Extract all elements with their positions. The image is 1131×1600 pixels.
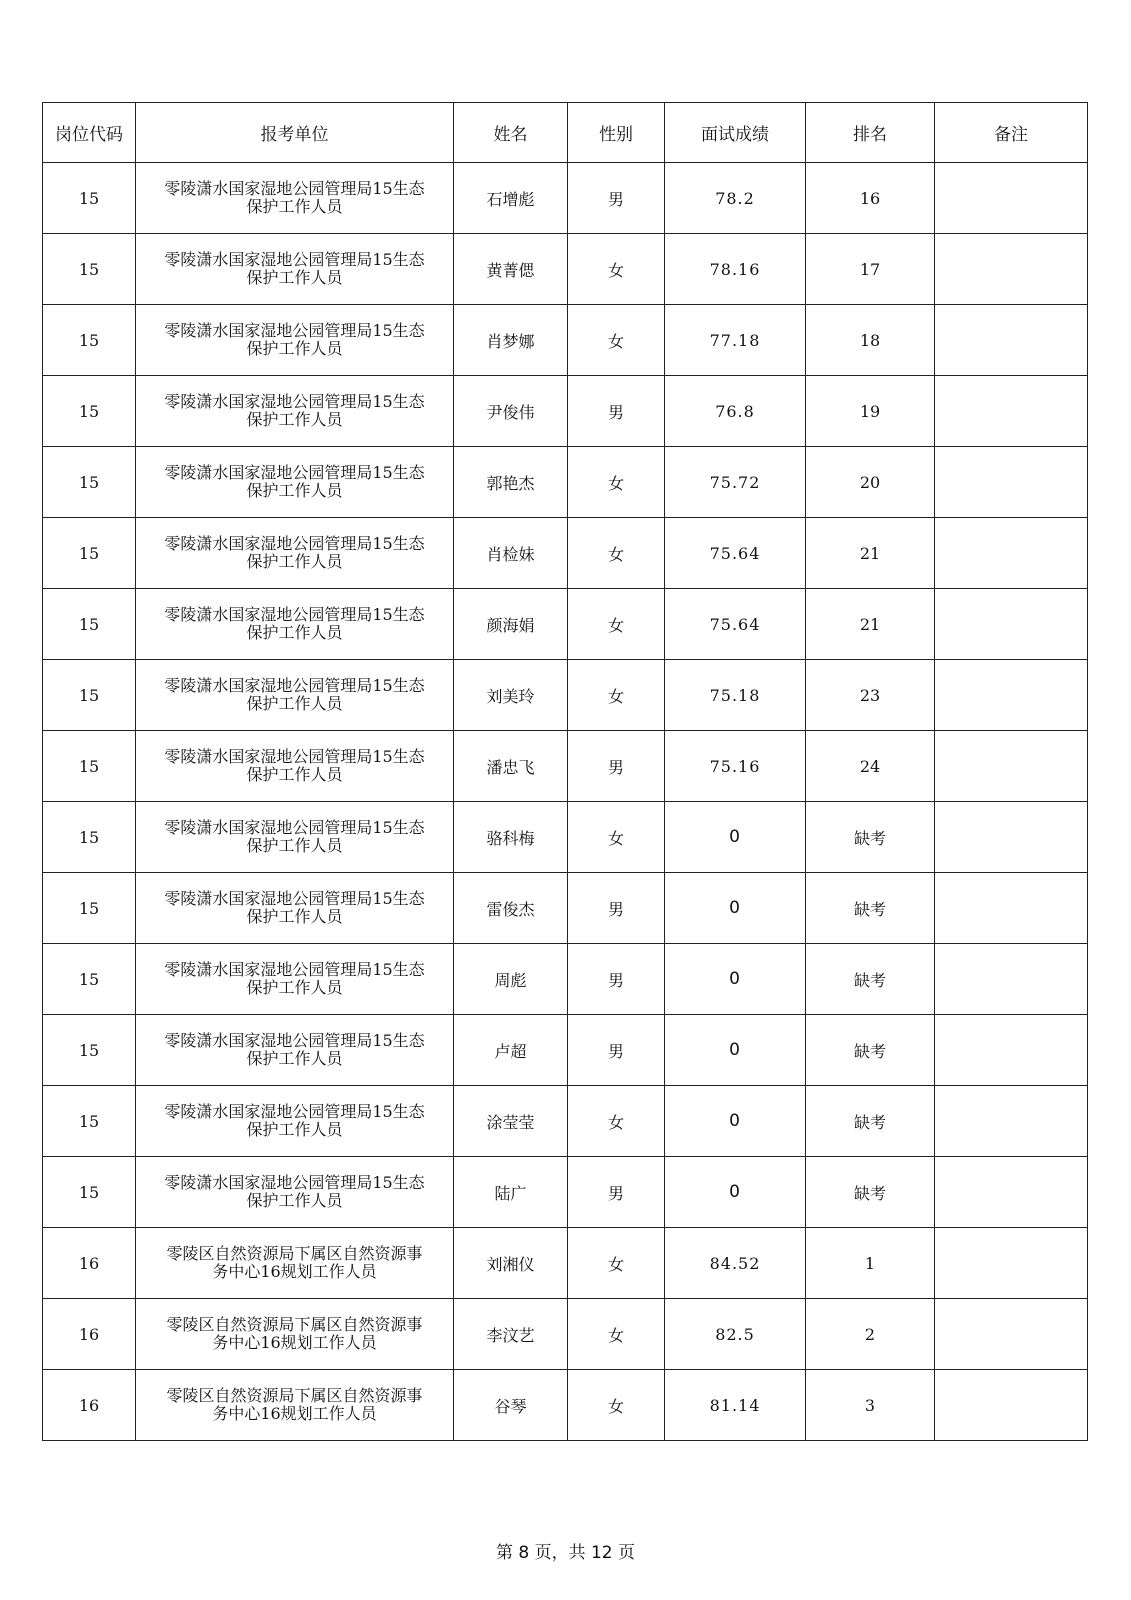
cell-gender: 女 xyxy=(568,1370,665,1441)
cell-rank: 16 xyxy=(806,163,935,234)
cell-position-code: 16 xyxy=(43,1228,136,1299)
cell-rank: 缺考 xyxy=(806,1015,935,1086)
cell-name: 雷俊杰 xyxy=(454,873,568,944)
table-row xyxy=(43,305,1088,376)
cell-remarks xyxy=(935,1228,1088,1299)
cell-unit xyxy=(136,518,454,589)
cell-interview-score: 75.18 xyxy=(665,660,806,731)
unit-line-2: 保护工作人员 xyxy=(246,1049,343,1068)
cell-rank: 缺考 xyxy=(806,802,935,873)
cell-position-code: 15 xyxy=(43,1015,136,1086)
cell-name: 周彪 xyxy=(454,944,568,1015)
cell-name: 刘湘仪 xyxy=(454,1228,568,1299)
cell-interview-score: 78.16 xyxy=(665,234,806,305)
cell-unit xyxy=(136,1228,454,1299)
cell-rank: 24 xyxy=(806,731,935,802)
cell-gender: 男 xyxy=(568,376,665,447)
cell-name: 卢超 xyxy=(454,1015,568,1086)
cell-gender: 男 xyxy=(568,944,665,1015)
cell-gender: 男 xyxy=(568,1157,665,1228)
header-unit: 报考单位 xyxy=(136,103,454,163)
cell-remarks xyxy=(935,1015,1088,1086)
unit-line-1: 零陵潇水国家湿地公园管理局15生态 xyxy=(164,1173,425,1192)
cell-remarks xyxy=(935,234,1088,305)
cell-gender: 女 xyxy=(568,518,665,589)
cell-gender: 女 xyxy=(568,1086,665,1157)
cell-rank: 2 xyxy=(806,1299,935,1370)
header-position-code: 岗位代码 xyxy=(43,103,136,163)
unit-line-1: 零陵潇水国家湿地公园管理局15生态 xyxy=(164,1031,425,1050)
cell-interview-score: 84.52 xyxy=(665,1228,806,1299)
cell-remarks xyxy=(935,1299,1088,1370)
cell-gender: 女 xyxy=(568,1228,665,1299)
cell-position-code: 15 xyxy=(43,447,136,518)
cell-position-code: 15 xyxy=(43,234,136,305)
unit-line-2: 保护工作人员 xyxy=(246,836,343,855)
header-rank: 排名 xyxy=(806,103,935,163)
unit-line-1: 零陵潇水国家湿地公园管理局15生态 xyxy=(164,179,425,198)
cell-unit xyxy=(136,305,454,376)
cell-remarks xyxy=(935,660,1088,731)
unit-line-1: 零陵潇水国家湿地公园管理局15生态 xyxy=(164,747,425,766)
table-row xyxy=(43,1015,1088,1086)
cell-interview-score: 0 xyxy=(665,873,806,944)
cell-rank: 21 xyxy=(806,518,935,589)
cell-name: 刘美玲 xyxy=(454,660,568,731)
cell-position-code: 16 xyxy=(43,1370,136,1441)
cell-remarks xyxy=(935,518,1088,589)
unit-line-2: 保护工作人员 xyxy=(246,1120,343,1139)
cell-interview-score: 0 xyxy=(665,1086,806,1157)
unit-line-2: 务中心16规划工作人员 xyxy=(212,1262,377,1281)
unit-line-1: 零陵潇水国家湿地公园管理局15生态 xyxy=(164,534,425,553)
unit-line-1: 零陵潇水国家湿地公园管理局15生态 xyxy=(164,250,425,269)
cell-position-code: 15 xyxy=(43,163,136,234)
cell-unit xyxy=(136,731,454,802)
cell-remarks xyxy=(935,376,1088,447)
cell-unit xyxy=(136,802,454,873)
header-gender: 性别 xyxy=(568,103,665,163)
table-row xyxy=(43,873,1088,944)
cell-name: 李汶艺 xyxy=(454,1299,568,1370)
unit-line-2: 保护工作人员 xyxy=(246,907,343,926)
unit-line-1: 零陵区自然资源局下属区自然资源事 xyxy=(166,1244,423,1263)
table-row xyxy=(43,1299,1088,1370)
unit-line-1: 零陵潇水国家湿地公园管理局15生态 xyxy=(164,889,425,908)
cell-name: 颜海娟 xyxy=(454,589,568,660)
unit-line-2: 保护工作人员 xyxy=(246,339,343,358)
unit-line-1: 零陵潇水国家湿地公园管理局15生态 xyxy=(164,463,425,482)
table-body xyxy=(43,163,1088,1441)
cell-remarks xyxy=(935,944,1088,1015)
cell-unit xyxy=(136,1299,454,1370)
cell-gender: 女 xyxy=(568,802,665,873)
cell-remarks xyxy=(935,305,1088,376)
table-row xyxy=(43,589,1088,660)
cell-rank: 19 xyxy=(806,376,935,447)
table-header-row xyxy=(43,103,1088,163)
cell-gender: 女 xyxy=(568,589,665,660)
table-row xyxy=(43,731,1088,802)
cell-name: 骆科梅 xyxy=(454,802,568,873)
cell-interview-score: 75.64 xyxy=(665,589,806,660)
cell-gender: 女 xyxy=(568,234,665,305)
cell-interview-score: 0 xyxy=(665,944,806,1015)
cell-gender: 女 xyxy=(568,660,665,731)
cell-unit xyxy=(136,944,454,1015)
cell-interview-score: 81.14 xyxy=(665,1370,806,1441)
cell-name: 肖梦娜 xyxy=(454,305,568,376)
header-remarks: 备注 xyxy=(935,103,1088,163)
cell-interview-score: 82.5 xyxy=(665,1299,806,1370)
cell-position-code: 15 xyxy=(43,802,136,873)
cell-position-code: 15 xyxy=(43,376,136,447)
cell-gender: 女 xyxy=(568,305,665,376)
cell-unit xyxy=(136,1015,454,1086)
cell-position-code: 15 xyxy=(43,731,136,802)
cell-position-code: 15 xyxy=(43,873,136,944)
cell-remarks xyxy=(935,802,1088,873)
header-interview-score: 面试成绩 xyxy=(665,103,806,163)
unit-line-1: 零陵区自然资源局下属区自然资源事 xyxy=(166,1386,423,1405)
cell-interview-score: 75.64 xyxy=(665,518,806,589)
cell-gender: 男 xyxy=(568,731,665,802)
cell-position-code: 15 xyxy=(43,660,136,731)
cell-position-code: 16 xyxy=(43,1299,136,1370)
cell-unit xyxy=(136,1157,454,1228)
cell-position-code: 15 xyxy=(43,1086,136,1157)
cell-name: 黄菁偲 xyxy=(454,234,568,305)
unit-line-2: 保护工作人员 xyxy=(246,410,343,429)
cell-position-code: 15 xyxy=(43,305,136,376)
header-name: 姓名 xyxy=(454,103,568,163)
results-table xyxy=(42,102,1088,1441)
cell-interview-score: 0 xyxy=(665,802,806,873)
cell-name: 石增彪 xyxy=(454,163,568,234)
cell-name: 谷琴 xyxy=(454,1370,568,1441)
cell-remarks xyxy=(935,447,1088,518)
cell-unit xyxy=(136,447,454,518)
unit-line-1: 零陵潇水国家湿地公园管理局15生态 xyxy=(164,960,425,979)
cell-name: 陆广 xyxy=(454,1157,568,1228)
table-row xyxy=(43,802,1088,873)
cell-interview-score: 0 xyxy=(665,1157,806,1228)
cell-position-code: 15 xyxy=(43,518,136,589)
cell-position-code: 15 xyxy=(43,944,136,1015)
cell-interview-score: 75.72 xyxy=(665,447,806,518)
cell-rank: 缺考 xyxy=(806,944,935,1015)
unit-line-2: 保护工作人员 xyxy=(246,623,343,642)
unit-line-2: 保护工作人员 xyxy=(246,197,343,216)
unit-line-1: 零陵潇水国家湿地公园管理局15生态 xyxy=(164,605,425,624)
cell-rank: 20 xyxy=(806,447,935,518)
table-row xyxy=(43,518,1088,589)
cell-interview-score: 0 xyxy=(665,1015,806,1086)
table-row xyxy=(43,234,1088,305)
cell-unit xyxy=(136,1370,454,1441)
cell-gender: 男 xyxy=(568,1015,665,1086)
unit-line-2: 保护工作人员 xyxy=(246,978,343,997)
cell-rank: 缺考 xyxy=(806,1157,935,1228)
table-row xyxy=(43,944,1088,1015)
unit-line-2: 保护工作人员 xyxy=(246,268,343,287)
cell-gender: 男 xyxy=(568,163,665,234)
table-row xyxy=(43,1228,1088,1299)
cell-rank: 18 xyxy=(806,305,935,376)
cell-name: 涂莹莹 xyxy=(454,1086,568,1157)
cell-unit xyxy=(136,873,454,944)
unit-line-2: 保护工作人员 xyxy=(246,552,343,571)
cell-unit xyxy=(136,234,454,305)
table-row xyxy=(43,376,1088,447)
cell-name: 肖检妹 xyxy=(454,518,568,589)
cell-gender: 男 xyxy=(568,873,665,944)
cell-rank: 1 xyxy=(806,1228,935,1299)
cell-unit xyxy=(136,1086,454,1157)
unit-line-2: 保护工作人员 xyxy=(246,1191,343,1210)
cell-remarks xyxy=(935,731,1088,802)
cell-interview-score: 77.18 xyxy=(665,305,806,376)
unit-line-1: 零陵潇水国家湿地公园管理局15生态 xyxy=(164,676,425,695)
unit-line-1: 零陵潇水国家湿地公园管理局15生态 xyxy=(164,1102,425,1121)
cell-interview-score: 76.8 xyxy=(665,376,806,447)
cell-gender: 女 xyxy=(568,1299,665,1370)
cell-name: 郭艳杰 xyxy=(454,447,568,518)
unit-line-2: 务中心16规划工作人员 xyxy=(212,1333,377,1352)
page-number: 第 8 页，共 12 页 xyxy=(495,1543,636,1563)
cell-remarks xyxy=(935,1157,1088,1228)
unit-line-2: 保护工作人员 xyxy=(246,765,343,784)
cell-unit xyxy=(136,660,454,731)
cell-rank: 21 xyxy=(806,589,935,660)
unit-line-1: 零陵潇水国家湿地公园管理局15生态 xyxy=(164,392,425,411)
unit-line-1: 零陵区自然资源局下属区自然资源事 xyxy=(166,1315,423,1334)
cell-remarks xyxy=(935,873,1088,944)
cell-rank: 缺考 xyxy=(806,1086,935,1157)
unit-line-2: 务中心16规划工作人员 xyxy=(212,1404,377,1423)
cell-remarks xyxy=(935,1370,1088,1441)
table-row xyxy=(43,1370,1088,1441)
cell-position-code: 15 xyxy=(43,589,136,660)
cell-name: 潘忠飞 xyxy=(454,731,568,802)
cell-position-code: 15 xyxy=(43,1157,136,1228)
unit-line-1: 零陵潇水国家湿地公园管理局15生态 xyxy=(164,321,425,340)
table-row xyxy=(43,163,1088,234)
cell-gender: 女 xyxy=(568,447,665,518)
cell-interview-score: 78.2 xyxy=(665,163,806,234)
table-row xyxy=(43,1157,1088,1228)
cell-unit xyxy=(136,376,454,447)
unit-line-1: 零陵潇水国家湿地公园管理局15生态 xyxy=(164,818,425,837)
cell-rank: 3 xyxy=(806,1370,935,1441)
unit-line-2: 保护工作人员 xyxy=(246,481,343,500)
cell-name: 尹俊伟 xyxy=(454,376,568,447)
cell-rank: 23 xyxy=(806,660,935,731)
cell-rank: 17 xyxy=(806,234,935,305)
table-row xyxy=(43,660,1088,731)
cell-rank: 缺考 xyxy=(806,873,935,944)
cell-interview-score: 75.16 xyxy=(665,731,806,802)
cell-unit xyxy=(136,163,454,234)
cell-remarks xyxy=(935,589,1088,660)
table-row xyxy=(43,1086,1088,1157)
unit-line-2: 保护工作人员 xyxy=(246,694,343,713)
table-row xyxy=(43,447,1088,518)
cell-remarks xyxy=(935,1086,1088,1157)
cell-remarks xyxy=(935,163,1088,234)
cell-unit xyxy=(136,589,454,660)
